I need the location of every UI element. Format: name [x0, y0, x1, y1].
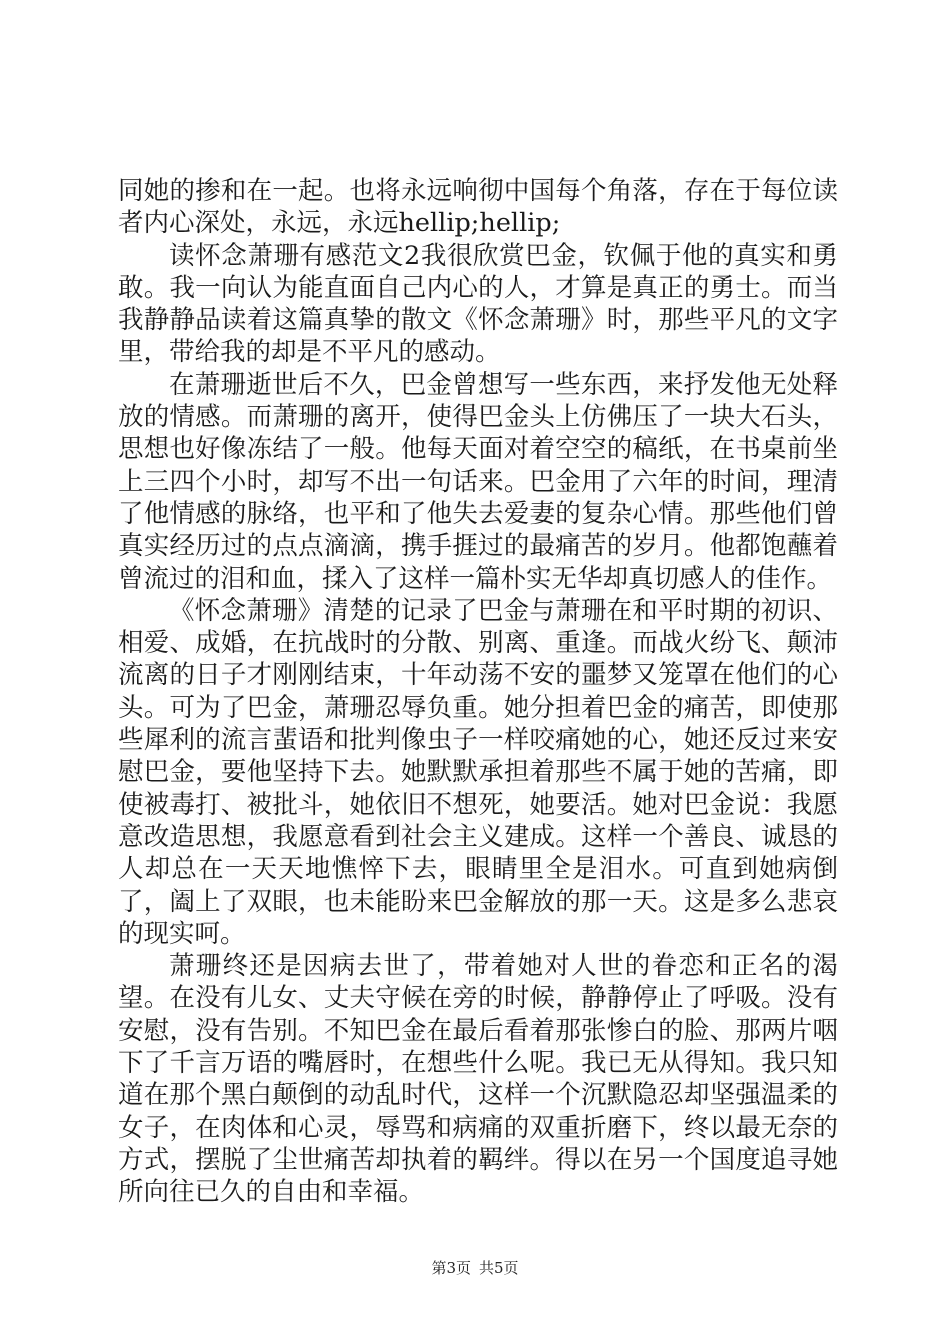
page-total: 共5页 — [479, 1259, 519, 1277]
paragraph-4: 《怀念萧珊》清楚的记录了巴金与萧珊在和平时期的初识、相爱、成婚，在抗战时的分散、别离、重逢。而战火纷飞、颠沛流离的日子才刚刚结束，十年动荡不安的噩梦又笼罩在他们的心头。可为了巴金，萧珊忍辱负重。她分担着巴金的痛苦，即使那些犀利的流言蜚语和批判像虫子一样咬痛她的心，她还反过来安慰巴金，要他坚持下去。她默默承担着那些不属于她的苦痛，即使被毒打、被批斗，她依旧不想死，她要活。她对巴金说：我愿意改造思想，我愿意看到社会主义建成。这样一个善良、诚恳的人却总在一天天地憔悴下去，眼睛里全是泪水。可直到她病倒了，阖上了双眼，也未能盼来巴金解放的那一天。这是多么悲哀的现实呵。 — [118, 595, 838, 949]
document-body — [118, 175, 838, 1209]
paragraph-1: 同她的掺和在一起。也将永远响彻中国每个角落，存在于每位读者内心深处，永远，永远hellip;hellip; — [118, 176, 838, 239]
page-footer — [0, 1258, 950, 1278]
paragraph-2: 读怀念萧珊有感范文2我很欣赏巴金，钦佩于他的真实和勇敢。我一向认为能直面自己内心的人，才算是真正的勇士。而当我静静品读着这篇真挚的散文《怀念萧珊》时，那些平凡的文字里，带给我的却是不平凡的感动。 — [118, 240, 838, 368]
page-number: 第3页 — [431, 1259, 471, 1277]
paragraph-5: 萧珊终还是因病去世了，带着她对人世的眷恋和正名的渴望。在没有儿女、丈夫守候在旁的时候，静静停止了呼吸。没有安慰，没有告别。不知巴金在最后看着那张惨白的脸、那两片咽下了千言万语的嘴唇时，在想些什么呢。我已无从得知。我只知道在那个黑白颠倒的动乱时代，这样一个沉默隐忍却坚强温柔的女子，在肉体和心灵，辱骂和病痛的双重折磨下，终以最无奈的方式，摆脱了尘世痛苦却执着的羁绊。得以在另一个国度追寻她所向往已久的自由和幸福。 — [118, 951, 838, 1208]
paragraph-3: 在萧珊逝世后不久，巴金曾想写一些东西，来抒发他无处释放的情感。而萧珊的离开，使得巴金头上仿佛压了一块大石头，思想也好像冻结了一般。他每天面对着空空的稿纸，在书桌前坐上三四个小时，却写不出一句话来。巴金用了六年的时间，理清了他情感的脉络，也平和了他失去爱妻的复杂心情。那些他们曾真实经历过的点点滴滴，携手捱过的最痛苦的岁月。他都饱蘸着曾流过的泪和血，揉入了这样一篇朴实无华却真切感人的佳作。 — [118, 369, 838, 594]
